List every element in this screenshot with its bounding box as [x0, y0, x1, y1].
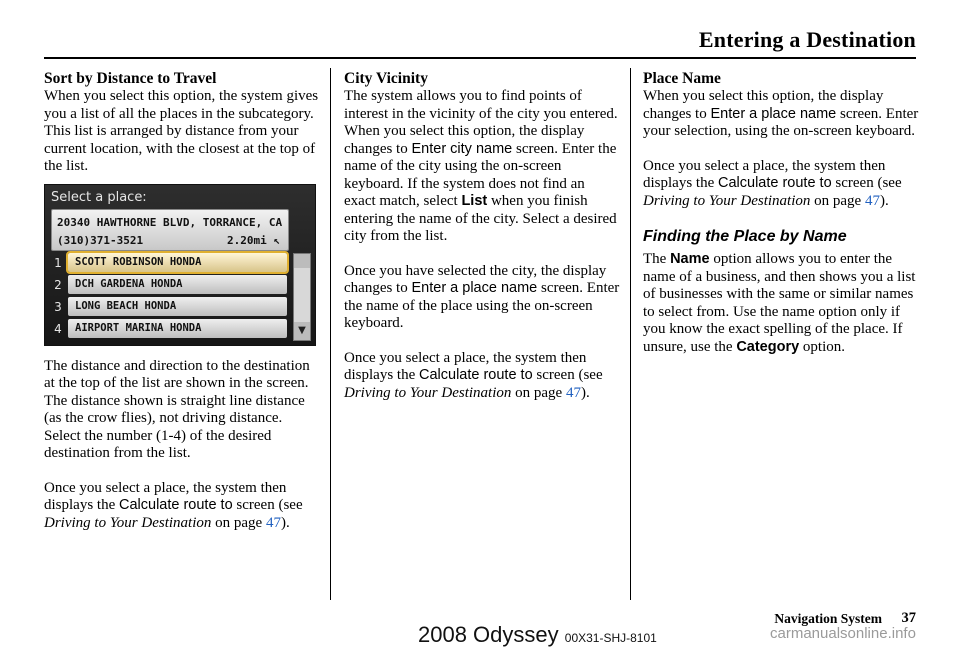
- model-name: 2008 Odyssey: [418, 622, 559, 647]
- scroll-down-icon[interactable]: ▼: [294, 322, 310, 340]
- text: screen. Enter the name of the city using the on-screen keyboard. If the system does not find an exact match, select: [344, 140, 617, 209]
- section-heading: City Vicinity: [344, 70, 428, 87]
- screen-title: Select a place:: [51, 189, 147, 205]
- place-phone: (310)371-3521: [57, 233, 144, 247]
- text: The: [643, 251, 671, 267]
- text: screen (see: [232, 497, 303, 513]
- model-code: 00X31-SHJ-8101: [564, 631, 657, 645]
- paragraph: [344, 88, 620, 246]
- list-item[interactable]: [51, 297, 287, 316]
- text: screen (see: [831, 175, 902, 191]
- list-item-label: AIRPORT MARINA HONDA: [68, 319, 287, 338]
- paragraph: The distance and direction to the destination at the top of the list are shown in the screen. The distance shown is straight line distance (as the crow flies), not driving distance. Select the number (1-4) of the desired destination from the list.: [44, 357, 310, 461]
- text: ).: [879, 192, 889, 209]
- navigation-screen-image: [44, 184, 316, 346]
- text: when you finish entering the name of the city. Select a desired city from the list.: [344, 193, 617, 244]
- scroll-up-button[interactable]: [294, 254, 310, 268]
- footer-model: [418, 622, 657, 648]
- ui-term: Enter city name: [411, 140, 513, 157]
- column-divider: [630, 68, 631, 600]
- ui-term: List: [461, 193, 488, 209]
- section-heading: Place Name: [643, 70, 721, 87]
- text: option.: [799, 338, 846, 355]
- page-link[interactable]: 47: [565, 384, 581, 401]
- list-item-number: 2: [54, 277, 62, 292]
- text: on page: [810, 192, 865, 209]
- page-number: 37: [901, 610, 916, 626]
- paragraph: [44, 480, 320, 533]
- paragraph: [643, 251, 919, 356]
- list-item-label: DCH GARDENA HONDA: [68, 275, 287, 294]
- text: screen. Enter your selection, using the on-screen keyboard.: [643, 105, 919, 139]
- text: option allows you to enter the name of a business, and then shows you a list of businesses with the same or similar names to select from. Use the name option only if you know the exact spelling of the place. If unsure, use the: [643, 251, 916, 355]
- list-item-number: 3: [54, 299, 62, 314]
- text: ).: [280, 514, 290, 531]
- paragraph: [344, 350, 620, 403]
- place-distance: [227, 232, 280, 250]
- cross-reference: Driving to Your Destination: [344, 384, 512, 401]
- text: ).: [580, 384, 590, 401]
- ui-term: Calculate route to: [419, 367, 533, 383]
- ui-term: Enter a place name: [710, 105, 837, 122]
- paragraph: [643, 88, 919, 141]
- place-address: 20340 HAWTHORNE BLVD, TORRANCE, CA: [57, 215, 283, 229]
- cross-reference: Driving to Your Destination: [44, 514, 212, 531]
- text: screen (see: [532, 367, 603, 383]
- footer-section-name: Navigation System: [774, 611, 882, 626]
- cross-reference: Driving to Your Destination: [643, 192, 811, 209]
- list-item-label: SCOTT ROBINSON HONDA: [68, 253, 287, 272]
- text: on page: [211, 514, 266, 531]
- direction-arrow-icon: ↖: [273, 233, 280, 247]
- watermark: carmanualsonline.info: [770, 625, 916, 642]
- page-link[interactable]: 47: [864, 192, 880, 209]
- page-title: Entering a Destination: [698, 27, 916, 52]
- list-item[interactable]: [51, 319, 287, 338]
- section-heading: Sort by Distance to Travel: [44, 70, 217, 87]
- ui-term: Name: [670, 251, 710, 267]
- text: The system allows you to find points of interest in the vicinity of the city you entered. When you select this option, the display changes to: [344, 88, 618, 157]
- paragraph: When you select this option, the system gives you a list of all the places in the subcategory. This list is arranged by distance from your current location, with the closest at the top of the list.: [44, 88, 319, 174]
- distance-value: 2.20mi: [227, 233, 267, 247]
- scrollbar[interactable]: [293, 253, 311, 341]
- text: When you select this option, the display changes to: [643, 88, 884, 122]
- text: Once you select a place, the system then displays the: [643, 157, 886, 191]
- column-city-vicinity: [344, 70, 620, 419]
- list-item[interactable]: [51, 253, 287, 272]
- list-item-number: 4: [54, 321, 62, 336]
- list-item-label: LONG BEACH HONDA: [68, 297, 287, 316]
- text: Once you select a place, the system then displays the: [344, 349, 587, 383]
- text: Once you select a place, the system then displays the: [44, 479, 287, 513]
- paragraph: [643, 158, 919, 211]
- column-place-name: [643, 70, 919, 373]
- ui-term: Calculate route to: [718, 175, 832, 191]
- column-divider: [330, 68, 331, 600]
- place-info-box: [51, 209, 289, 251]
- text: Once you have selected the city, the display changes to: [344, 262, 607, 296]
- title-divider: [44, 57, 916, 59]
- text: screen. Enter the name of the place using the on-screen keyboard.: [344, 280, 620, 331]
- text: on page: [511, 384, 566, 401]
- ui-term: Enter a place name: [411, 280, 538, 296]
- list-item[interactable]: [51, 275, 287, 294]
- list-item-number: 1: [54, 255, 62, 270]
- ui-term: Category: [736, 338, 800, 355]
- column-sort-by-distance: [44, 70, 320, 549]
- ui-term: Calculate route to: [119, 497, 233, 513]
- paragraph: [344, 263, 620, 333]
- subsection-heading: Finding the Place by Name: [643, 228, 847, 245]
- page-link[interactable]: 47: [265, 514, 281, 531]
